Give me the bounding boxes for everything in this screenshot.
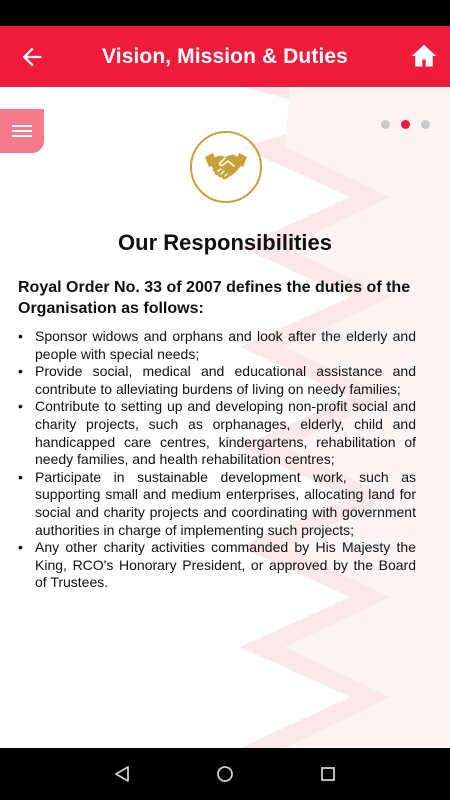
page-indicator [381,120,430,129]
list-item: • Contribute to setting up and developing non-profit social and charity projects, such as orphanages, elderly, child and handicapped care centres, kindergartens, rehabilitation of needy families, and health rehabilitation centres; [18,398,416,468]
status-bar [0,0,450,26]
duties-list [18,328,416,592]
nav-back-icon[interactable] [110,762,134,786]
nav-home-icon[interactable] [213,762,237,786]
page-dot-active[interactable] [401,120,410,129]
page-title: Vision, Mission & Duties [102,44,348,68]
app-bar [0,26,450,87]
section-intro: Royal Order No. 33 of 2007 defines the duties of the Organisation as follows: [18,279,411,317]
system-navigation-bar [0,748,450,800]
home-icon[interactable] [410,42,438,70]
page-dot[interactable] [421,120,430,129]
section-heading: Our Responsibilities [118,230,332,255]
back-arrow-icon[interactable] [18,43,46,71]
menu-button[interactable] [0,109,44,153]
page-dot[interactable] [381,120,390,129]
list-item: • Provide social, medical and educational assistance and contribute to alleviating burdens of living on needy families; [18,363,416,398]
handshake-icon [190,131,262,203]
list-item: • Sponsor widows and orphans and look after the elderly and people with special needs; [18,328,416,363]
hamburger-menu-icon [12,122,32,140]
list-item: • Any other charity activities commanded by His Majesty the King, RCO's Honorary President, or approved by the Board of Trustees. [18,539,416,592]
list-item: • Participate in sustainable development work, such as supporting small and medium enterprises, allocating land for social and charity projects and coordinating with government authorities in charge of implementing such projects; [18,469,416,539]
nav-recents-icon[interactable] [316,762,340,786]
content-area [0,87,450,748]
